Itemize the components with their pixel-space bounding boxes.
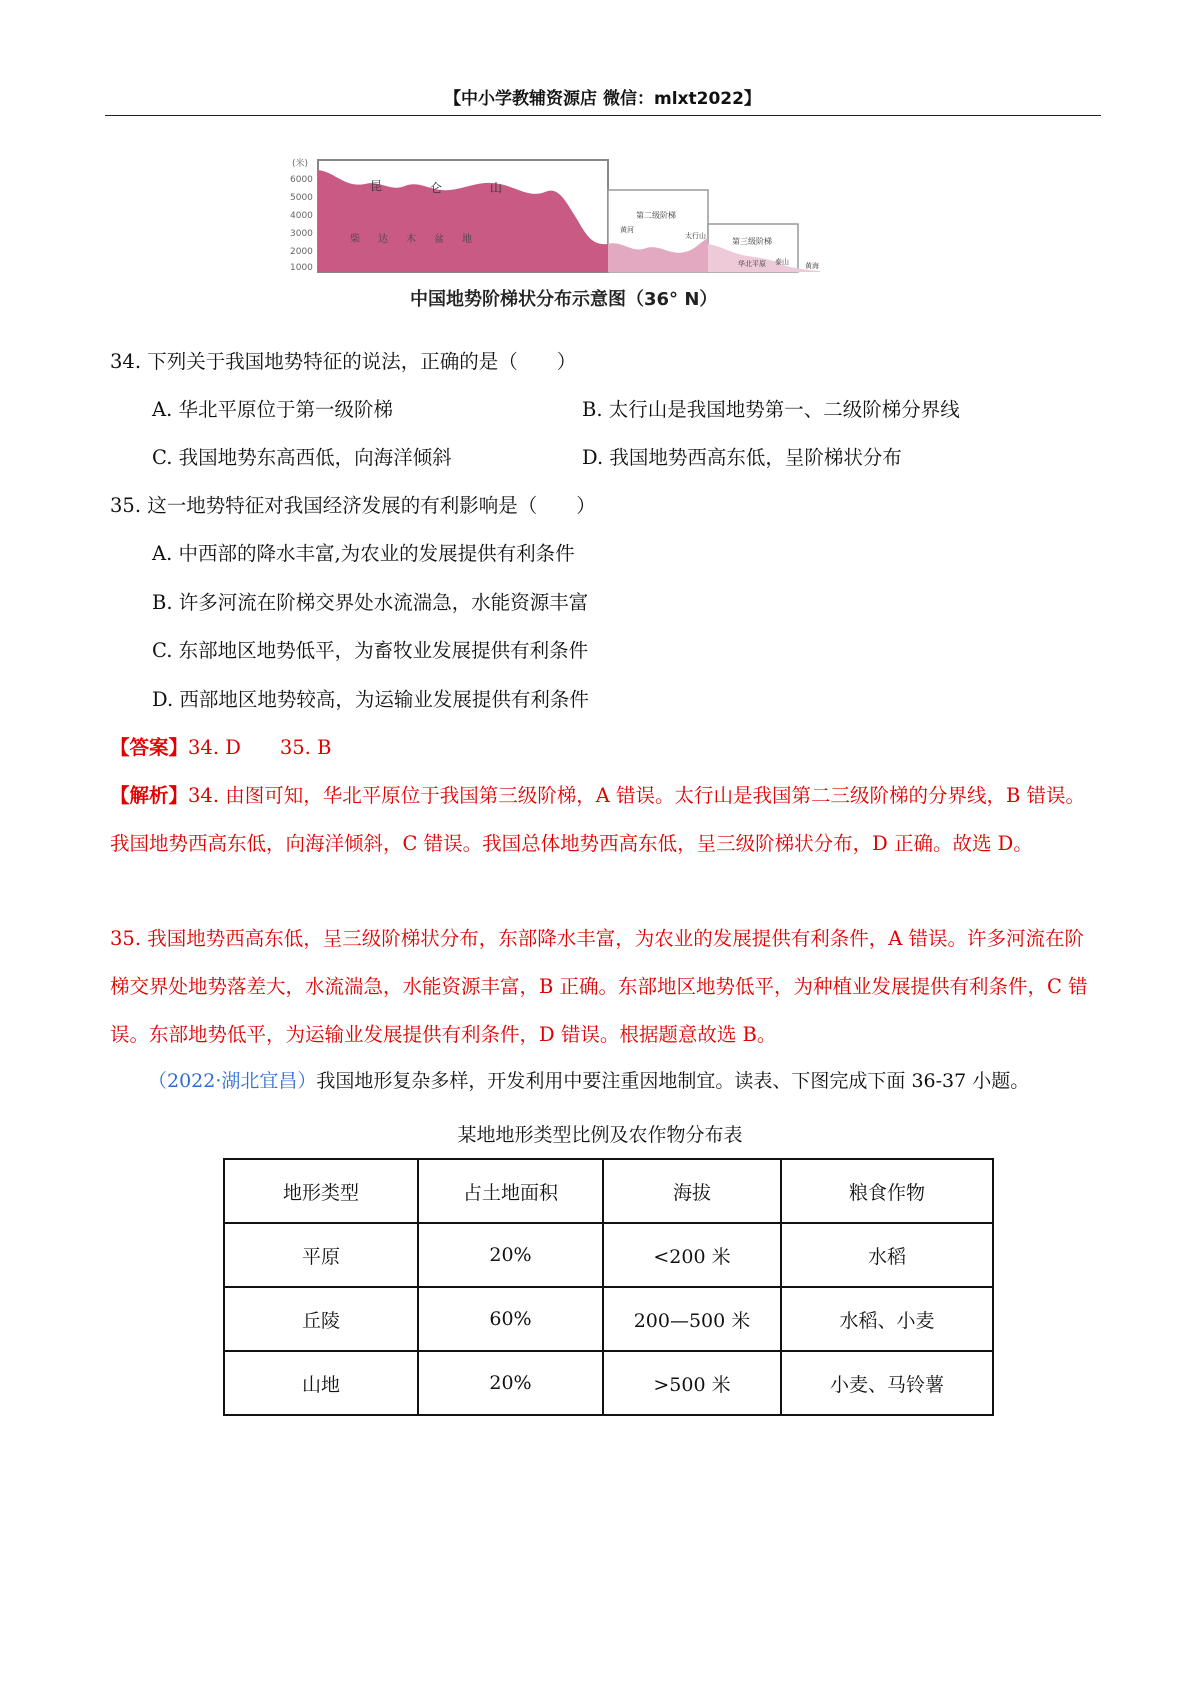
qaidam-label-2: 达 [378,234,388,245]
kunlun-label-3: 山 [490,181,503,195]
table-cell: 20% [418,1223,603,1287]
intro-text: 我国地形复杂多样，开发利用中要注重因地制宜。读表、下图完成下面 36-37 小题。 [316,1070,1030,1092]
table-row [224,1287,993,1351]
q35-option-b: B. 许多河流在阶梯交界处水流湍急，水能资源丰富 [152,591,589,614]
q35-option-c: C. 东部地区地势低平，为畜牧业发展提供有利条件 [152,639,589,662]
analysis-35: 35. 我国地势西高东低，呈三级阶梯状分布，东部降水丰富，为农业的发展提供有利条件，A 错误。许多河流在阶梯交界处地势落差大，水流湍急，水能资源丰富，B 正确。东部地区地势低平，为种植业发展提供有利条件，C 错误。东部地势低平，为运输业发展提供有利条件，D 错误。根据题意故选 B。 [110,927,1088,1046]
q35-option-d: D. 西部地区地势较高，为运输业发展提供有利条件 [152,688,589,711]
mount-tai-label: 泰山 [775,258,789,266]
header-cell: 粮食作物 [781,1159,993,1223]
table-header-row [224,1159,993,1223]
table-row [224,1351,993,1415]
header-cell: 海拔 [603,1159,781,1223]
yellow-sea-label: 黄海 [805,262,819,270]
q34-stem: 34. 下列关于我国地势特征的说法，正确的是（ ） [110,350,577,373]
table-cell: 水稻、小麦 [781,1287,993,1351]
table-cell: 平原 [224,1223,418,1287]
table-cell: >500 米 [603,1351,781,1415]
kunlun-label-1: 昆 [370,179,383,193]
table-title: 某地地形类型比例及农作物分布表 [457,1124,743,1146]
header-cell: 地形类型 [224,1159,418,1223]
table-cell: 200—500 米 [603,1287,781,1351]
header-cell: 占土地面积 [418,1159,603,1223]
source-tag: （2022·湖北宜昌） [148,1070,317,1092]
y-tick: 6000 [290,175,313,185]
q34-option-b: B. 太行山是我国地势第一、二级阶梯分界线 [582,398,960,421]
north-china-plain-label: 华北平原 [738,260,766,268]
analysis-34-text: 34. 由图可知，华北平原位于我国第三级阶梯，A 错误。太行山是我国第二三级阶梯的分界线，B 错误。我国地势西高东低，向海洋倾斜，C 错误。我国总体地势西高东低，呈三级阶梯状分布，D 正确。故选 D。 [110,784,1086,855]
yellow-river-label: 黄河 [620,226,634,234]
header-divider [105,115,1101,116]
q34-option-d: D. 我国地势西高东低，呈阶梯状分布 [582,446,902,469]
y-tick: 4000 [290,211,313,221]
table-cell: 水稻 [781,1223,993,1287]
q35-option-a: A. 中西部的降水丰富,为农业的发展提供有利条件 [152,542,575,565]
table-row [224,1223,993,1287]
q35-stem: 35. 这一地势特征对我国经济发展的有利影响是（ ） [110,494,596,517]
y-tick: 2000 [290,247,313,257]
table-cell: 20% [418,1351,603,1415]
q34-option-a: A. 华北平原位于第一级阶梯 [152,398,393,421]
answer-label: 【答案】 [110,736,189,759]
table-cell: 60% [418,1287,603,1351]
qaidam-label-5: 地 [462,234,472,245]
qaidam-label-4: 盆 [434,234,444,245]
analysis-label: 【解析】 [110,784,189,807]
q34-option-c: C. 我国地势东高西低，向海洋倾斜 [152,446,452,469]
answer-line [110,734,331,762]
third-step-label: 第三级阶梯 [732,237,772,246]
terrain-profile-figure [290,158,910,328]
terrain-profile-svg [290,158,910,328]
second-step-label: 第二级阶梯 [636,211,676,220]
table-cell: 小麦、马铃薯 [781,1351,993,1415]
y-tick: 3000 [290,229,313,239]
table-cell: 丘陵 [224,1287,418,1351]
table-cell: 山地 [224,1351,418,1415]
qaidam-label-3: 木 [406,234,416,245]
y-unit: (米) [292,159,309,169]
taihang-label: 太行山 [685,232,706,240]
analysis-34 [110,772,1095,868]
next-question-intro [148,1067,1029,1095]
qaidam-label-1: 柴 [350,234,360,245]
y-tick: 5000 [290,193,313,203]
table-cell: <200 米 [603,1223,781,1287]
answer-text: 34. D 35. B [188,736,332,759]
terrain-crop-table [223,1158,994,1416]
page-header: 【中小学教辅资源店 微信：mlxt2022】 [444,89,761,109]
y-tick: 1000 [290,263,313,273]
kunlun-label-2: 仑 [430,181,443,195]
figure-caption: 中国地势阶梯状分布示意图（36° N） [410,289,718,310]
